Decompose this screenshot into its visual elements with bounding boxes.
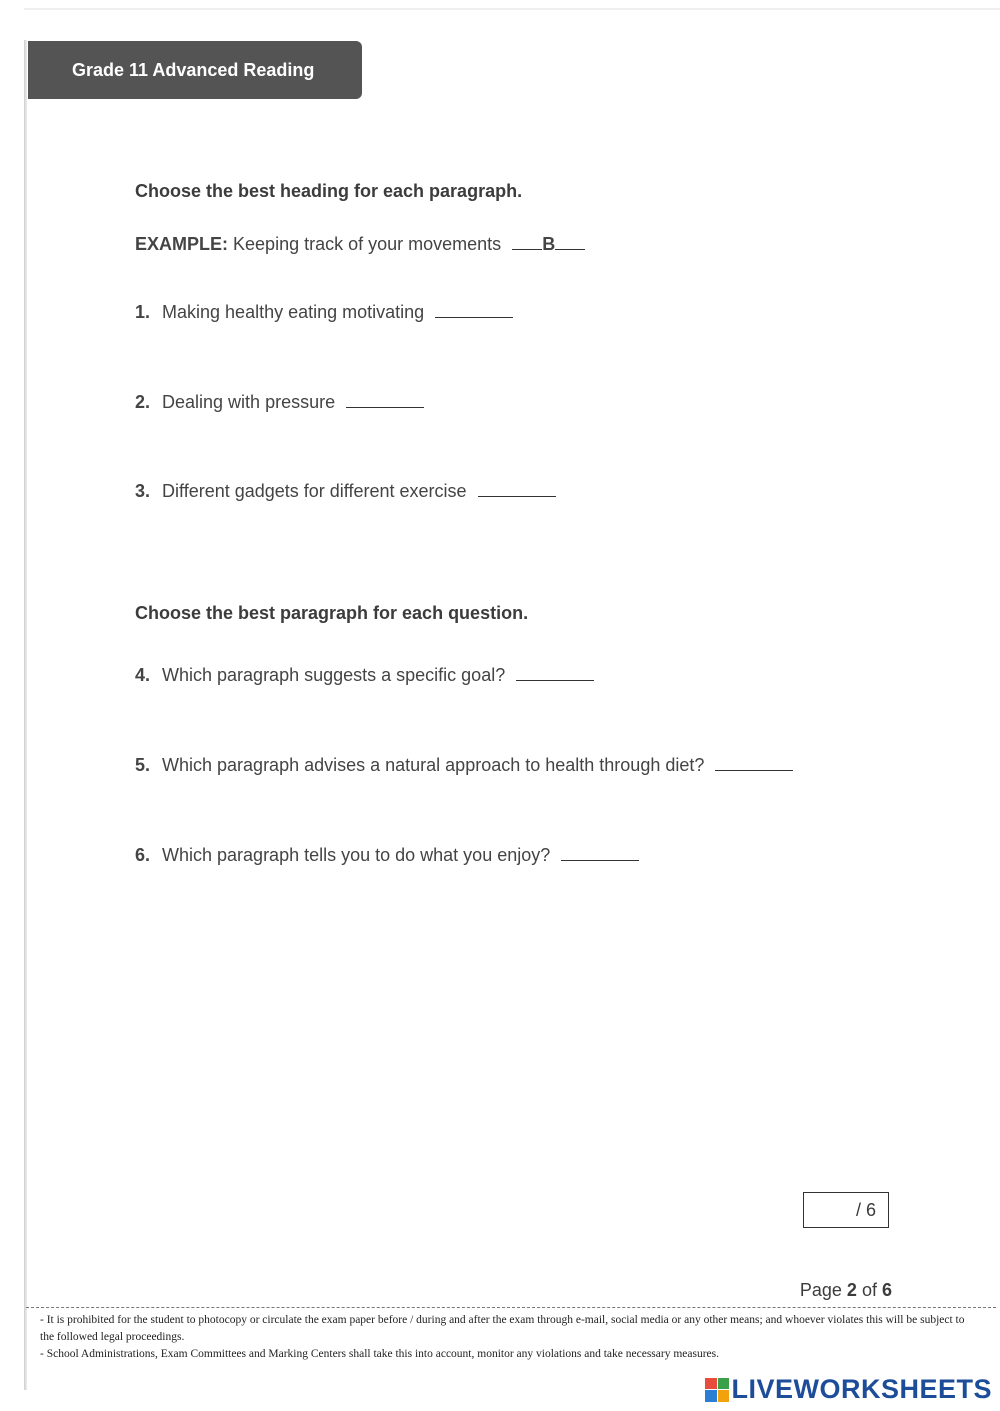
question-1 bbox=[135, 302, 513, 323]
question-number: 5. bbox=[135, 755, 151, 775]
question-text: Making healthy eating motivating bbox=[162, 302, 425, 322]
question-text: Which paragraph tells you to do what you enjoy? bbox=[162, 845, 551, 865]
header-title: Grade 11 Advanced Reading bbox=[72, 59, 315, 80]
answer-blank-3[interactable] bbox=[478, 482, 556, 497]
question-number: 6. bbox=[135, 845, 151, 865]
page-prefix: Page bbox=[799, 1280, 842, 1300]
footer-divider bbox=[26, 1307, 996, 1308]
section1-instruction: Choose the best heading for each paragraph. bbox=[135, 181, 523, 201]
question-6 bbox=[135, 845, 639, 866]
page-top-edge bbox=[24, 8, 1000, 10]
score-box bbox=[803, 1192, 889, 1228]
answer-blank-6[interactable] bbox=[561, 846, 639, 861]
disclaimer-line-1: - It is prohibited for the student to photocopy or circulate the exam paper before / during and after the exam through e-mail, social media or any other means; and whoever violates this will be subject to the followed legal proceedings. bbox=[40, 1314, 965, 1343]
disclaimer-line-2: - School Administrations, Exam Committees and Marking Centers shall take this into account, monitor any violations and take necessary measures. bbox=[40, 1348, 719, 1360]
section2-instruction: Choose the best paragraph for each question. bbox=[135, 603, 529, 623]
answer-blank-2[interactable] bbox=[346, 393, 424, 408]
answer-blank-4[interactable] bbox=[516, 666, 594, 681]
example-label: EXAMPLE: bbox=[135, 234, 229, 254]
footer-disclaimer bbox=[40, 1312, 970, 1363]
example-answer-value: B bbox=[542, 234, 556, 254]
score-label: / 6 bbox=[855, 1199, 876, 1220]
question-number: 3. bbox=[135, 481, 151, 501]
page-of: of bbox=[861, 1280, 877, 1300]
example-line bbox=[135, 234, 585, 255]
question-3 bbox=[135, 481, 556, 502]
question-text: Different gadgets for different exercise bbox=[162, 481, 467, 501]
question-2 bbox=[135, 392, 424, 413]
page-total: 6 bbox=[881, 1280, 892, 1300]
question-text: Dealing with pressure bbox=[162, 392, 336, 412]
question-number: 2. bbox=[135, 392, 151, 412]
answer-blank-5[interactable] bbox=[715, 756, 793, 771]
question-number: 1. bbox=[135, 302, 151, 322]
page-left-edge bbox=[24, 40, 27, 1390]
example-text: Keeping track of your movements bbox=[233, 234, 502, 254]
question-number: 4. bbox=[135, 665, 151, 685]
answer-blank-1[interactable] bbox=[435, 303, 513, 318]
question-text: Which paragraph suggests a specific goal? bbox=[162, 665, 506, 685]
page-number bbox=[800, 1280, 892, 1301]
brand-name: LIVEWORKSHEETS bbox=[731, 1374, 992, 1404]
question-4 bbox=[135, 665, 594, 686]
question-text: Which paragraph advises a natural approach to health through diet? bbox=[162, 755, 705, 775]
example-answer bbox=[512, 234, 585, 254]
brand-logo[interactable] bbox=[705, 1374, 992, 1405]
header-tab bbox=[28, 41, 362, 99]
page-current: 2 bbox=[846, 1280, 857, 1300]
question-5 bbox=[135, 755, 793, 776]
brand-grid-icon bbox=[705, 1378, 729, 1402]
